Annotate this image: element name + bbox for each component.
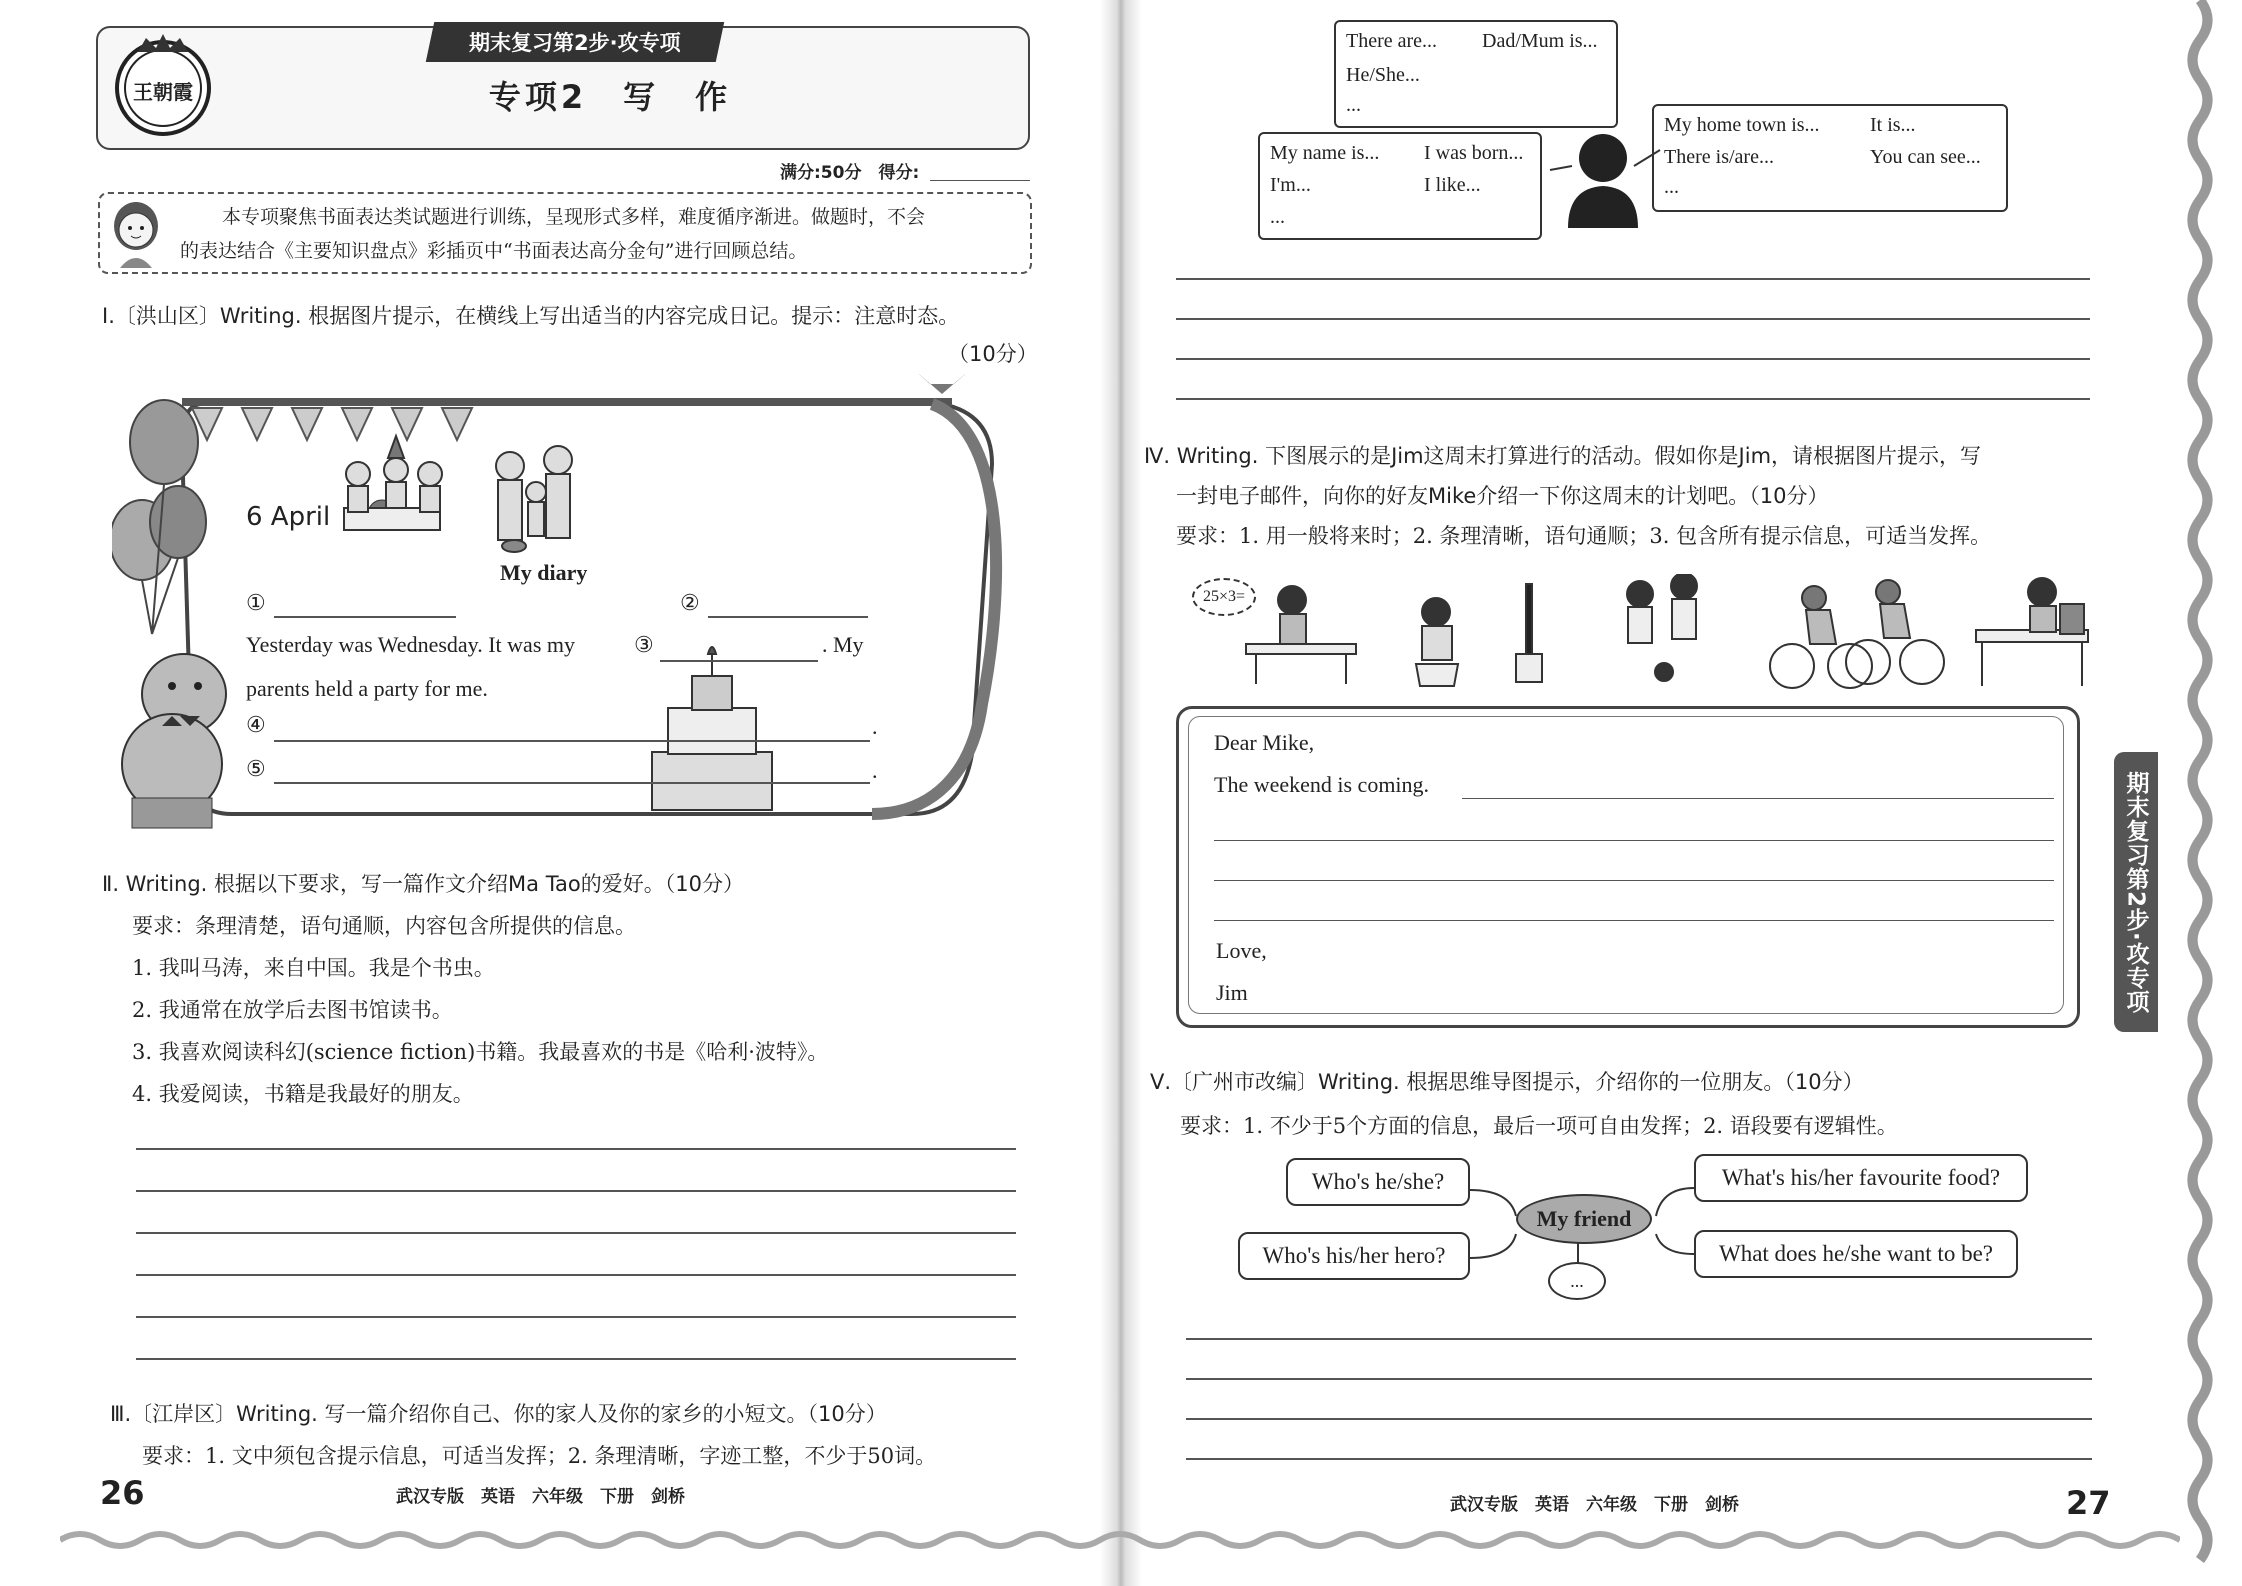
bubble-town-4: You can see...	[1870, 146, 1981, 168]
diary-line-a-end: . My	[822, 632, 864, 657]
letter-line-4[interactable]	[1214, 920, 2054, 921]
q1-points: （10分）	[948, 342, 1038, 366]
bubble-self-3: I'm...	[1270, 174, 1311, 196]
mind-map-center	[1516, 1194, 1652, 1244]
q2-writing-line-4[interactable]	[136, 1274, 1016, 1276]
page-spine	[1100, 0, 1142, 1586]
q1-prompt: Ⅰ.〔洪山区〕Writing. 根据图片提示，在横线上写出适当的内容完成日记。提示：注意时态。	[102, 304, 960, 328]
person-silhouette-icon	[1548, 110, 1668, 240]
dot-5: .	[872, 758, 878, 783]
mind-map-node-hero-text: Who's his/her hero?	[1262, 1243, 1446, 1268]
left-footer-book: 武汉专版 英语 六年级 下册 剑桥	[396, 1487, 685, 1507]
dot-4: .	[872, 714, 878, 739]
right-page-number: 27	[2066, 1484, 2111, 1522]
side-section-tab	[2114, 752, 2158, 1032]
bubble-town-3: There is/are...	[1664, 146, 1774, 168]
mind-map-node-future	[1694, 1230, 2018, 1278]
letter-signature: Jim	[1216, 980, 1248, 1005]
q3-writing-line-2[interactable]	[1176, 318, 2090, 320]
letter-line-3[interactable]	[1214, 880, 2054, 881]
mind-map-node-more	[1548, 1262, 1606, 1300]
blank-label-1: ①	[246, 590, 266, 615]
bubble-family-3: He/She...	[1346, 64, 1420, 86]
intro-line-2: 的表达结合《主要知识盘点》彩插页中“书面表达高分金句”进行回顾总结。	[180, 240, 808, 262]
answer-blank-5[interactable]	[274, 782, 870, 784]
q3-writing-line-4[interactable]	[1176, 398, 2090, 400]
logo-text: 王朝霞	[133, 80, 193, 104]
letter-closing: Love,	[1216, 938, 1267, 963]
q2-prompt: Ⅱ. Writing. 根据以下要求，写一篇作文介绍Ma Tao的爱好。（10分）	[102, 872, 744, 896]
blank-label-5: ⑤	[246, 756, 266, 781]
section-title: 专项2 写 作	[488, 78, 732, 116]
wavy-bottom-border	[60, 1520, 2180, 1570]
letter-line-1[interactable]	[1462, 798, 2054, 799]
girl-avatar-icon	[104, 198, 168, 270]
blank-label-3: ③	[634, 632, 654, 657]
letter-line-2[interactable]	[1214, 840, 2054, 841]
mind-map-node-who-text: Who's he/she?	[1311, 1169, 1445, 1194]
q3-requirement: 要求：1. 文中须包含提示信息，可适当发挥；2. 条理清晰，字迹工整，不少于50词。	[142, 1444, 937, 1468]
bubble-town	[1652, 104, 2008, 212]
side-section-tab-label: 期末复习第2步·攻专项	[2122, 770, 2149, 1014]
answer-blank-3[interactable]	[660, 660, 818, 662]
q3-writing-line-1[interactable]	[1176, 278, 2090, 280]
q4-requirement: 要求：1. 用一般将来时；2. 条理清晰，语句通顺；3. 包含所有提示信息，可适当发挥。	[1176, 524, 1992, 548]
bubble-self-4: I like...	[1424, 174, 1481, 196]
bubble-family-4: ...	[1346, 94, 1361, 116]
q2-item-4: 4. 我爱阅读，书籍是我最好的朋友。	[132, 1082, 474, 1106]
q5-requirement: 要求：1. 不少于5个方面的信息，最后一项可自由发挥；2. 语段要有逻辑性。	[1180, 1114, 1898, 1138]
q5-prompt: Ⅴ.〔广州市改编〕Writing. 根据思维导图提示，介绍你的一位朋友。（10分）	[1150, 1070, 1864, 1094]
answer-blank-1[interactable]	[274, 616, 456, 618]
q2-requirement: 要求：条理清楚，语句通顺，内容包含所提供的信息。	[132, 914, 636, 938]
bubble-self	[1258, 132, 1542, 240]
mind-map-node-future-text: What does he/she want to be?	[1719, 1241, 1993, 1266]
q2-writing-line-6[interactable]	[136, 1358, 1016, 1360]
mind-map-node-who	[1286, 1158, 1470, 1206]
score-blank[interactable]	[930, 180, 1030, 181]
letter-opening: The weekend is coming.	[1214, 772, 1430, 797]
q2-item-2: 2. 我通常在放学后去图书馆读书。	[132, 998, 453, 1022]
intro-line-1: 本专项聚焦书面表达类试题进行训练，呈现形式多样，难度循序渐进。做题时，不会	[222, 206, 926, 228]
mind-map-node-food-text: What's his/her favourite food?	[1721, 1165, 2001, 1190]
diary-date: 6 April	[246, 502, 331, 532]
q2-writing-line-5[interactable]	[136, 1316, 1016, 1318]
q2-item-1: 1. 我叫马涛，来自中国。我是个书虫。	[132, 956, 495, 980]
q5-writing-line-2[interactable]	[1186, 1378, 2092, 1380]
diary-line-b: parents held a party for me.	[246, 676, 488, 701]
bubble-family-1: There are...	[1346, 30, 1438, 52]
section-tab	[426, 22, 725, 62]
wavy-page-border	[2170, 0, 2242, 1586]
bubble-self-5: ...	[1270, 206, 1285, 228]
left-page-number: 26	[100, 1474, 145, 1512]
q5-writing-line-1[interactable]	[1186, 1338, 2092, 1340]
answer-blank-2[interactable]	[708, 616, 868, 618]
q2-item-3: 3. 我喜欢阅读科幻(science fiction)书籍。我最喜欢的书是《哈利·波特》。	[132, 1040, 829, 1064]
mind-map-node-food	[1694, 1154, 2028, 1202]
bubble-town-2: It is...	[1870, 114, 1916, 136]
mind-map-center-text: My friend	[1536, 1206, 1632, 1231]
q4-prompt-1: Ⅳ. Writing. 下图展示的是Jim这周末打算进行的活动。假如你是Jim，请根据图片提示，写	[1144, 444, 1982, 468]
blank-label-2: ②	[680, 590, 700, 615]
q5-writing-line-3[interactable]	[1186, 1418, 2092, 1420]
score-label: 满分:50分 得分:	[780, 163, 920, 183]
answer-blank-4[interactable]	[274, 740, 870, 742]
diary-line-a: Yesterday was Wednesday. It was my	[246, 632, 575, 657]
publisher-logo	[108, 30, 218, 142]
mind-map-node-hero	[1238, 1232, 1470, 1280]
q2-writing-line-1[interactable]	[136, 1148, 1016, 1150]
q4-prompt-2: 一封电子邮件，向你的好友Mike介绍一下你这周末的计划吧。（10分）	[1176, 484, 1829, 508]
blank-label-4: ④	[246, 712, 266, 737]
q2-writing-line-3[interactable]	[136, 1232, 1016, 1234]
section-tab-label: 期末复习第2步·攻专项	[469, 31, 681, 55]
thought-text: 25×3=	[1202, 588, 1246, 605]
mind-map-node-more-text: ...	[1570, 1270, 1584, 1291]
bubble-self-2: I was born...	[1424, 142, 1524, 164]
letter-greeting: Dear Mike,	[1214, 730, 1315, 755]
bubble-self-1: My name is...	[1270, 142, 1380, 164]
q3-writing-line-3[interactable]	[1176, 358, 2090, 360]
diary-title: My diary	[500, 560, 588, 585]
q5-writing-line-4[interactable]	[1186, 1458, 2092, 1460]
q3-prompt: Ⅲ.〔江岸区〕Writing. 写一篇介绍你自己、你的家人及你的家乡的小短文。（10分）	[110, 1402, 887, 1426]
bubble-town-1: My home town is...	[1664, 114, 1820, 136]
q2-writing-line-2[interactable]	[136, 1190, 1016, 1192]
bubble-family-2: Dad/Mum is...	[1482, 30, 1598, 52]
weekend-activities-illustration	[1240, 574, 2120, 694]
right-footer-book: 武汉专版 英语 六年级 下册 剑桥	[1450, 1495, 1739, 1515]
bubble-town-5: ...	[1664, 176, 1679, 198]
letter-box-inner	[1188, 716, 2064, 1014]
